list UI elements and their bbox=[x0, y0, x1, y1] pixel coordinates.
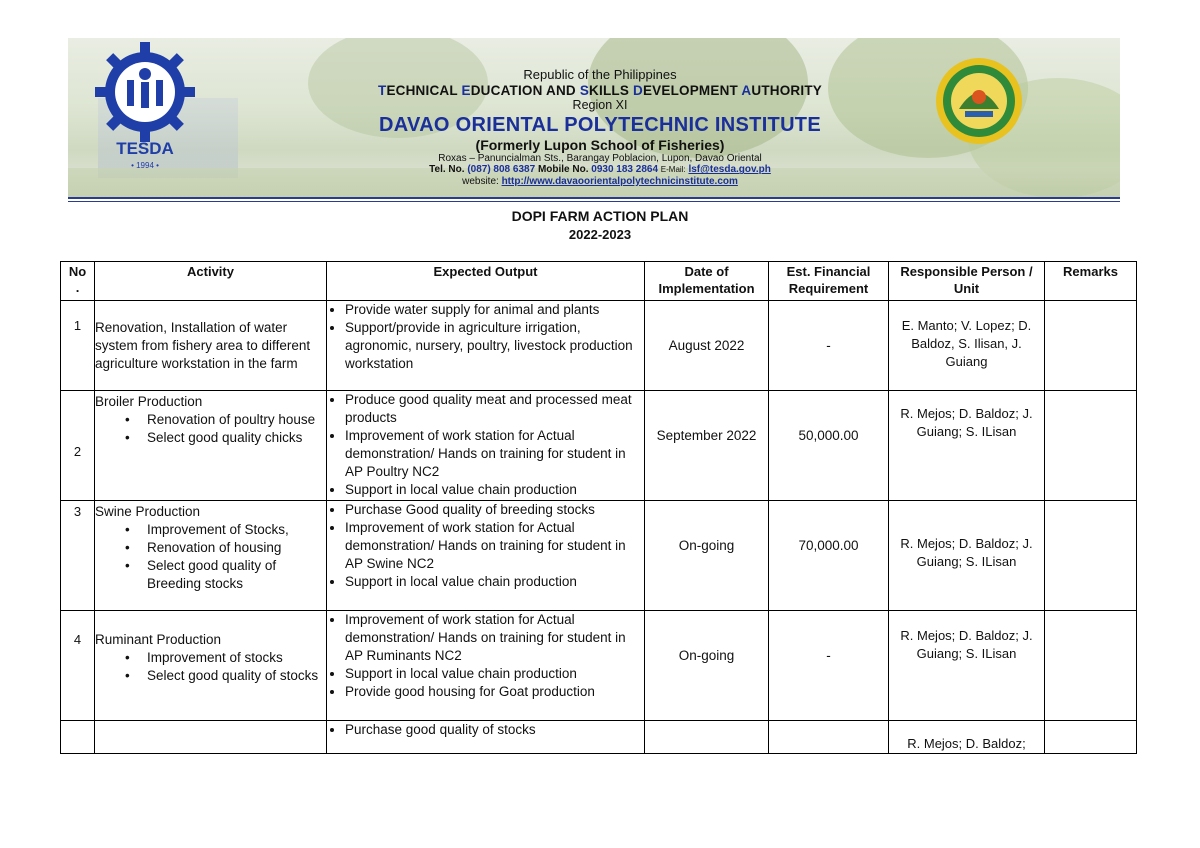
activity-title: Swine Production bbox=[95, 503, 201, 519]
bullet-icon: • bbox=[125, 557, 130, 573]
cell-responsible: R. Mejos; D. Baldoz; bbox=[889, 720, 1045, 753]
cell-remarks bbox=[1045, 720, 1137, 753]
cell-activity bbox=[95, 500, 327, 610]
agency-initial: T bbox=[378, 82, 387, 98]
cell-financial: - bbox=[769, 610, 889, 720]
cell-no: 2 bbox=[61, 390, 95, 500]
activity-subitem-text: Select good quality of Breeding stocks bbox=[147, 557, 277, 591]
activity-title: Broiler Production bbox=[95, 393, 203, 409]
cell-responsible: R. Mejos; D. Baldoz; J. Guiang; S. ILisan bbox=[889, 610, 1045, 720]
cell-responsible: E. Manto; V. Lopez; D. Baldoz, S. Ilisan, J. Guiang bbox=[889, 300, 1045, 390]
table-header-row bbox=[61, 262, 1137, 301]
document-title: DOPI FARM ACTION PLAN bbox=[511, 208, 689, 224]
activity-subitem-text: Improvement of Stocks, bbox=[147, 521, 289, 537]
activity-subitem bbox=[125, 429, 326, 447]
republic-line: Republic of the Philippines bbox=[523, 67, 677, 82]
agency-initial: E bbox=[461, 82, 471, 98]
output-list bbox=[327, 391, 644, 499]
agency-word: DUCATION AND bbox=[470, 82, 580, 98]
activity-subitem-text: Select good quality chicks bbox=[147, 429, 303, 445]
cell-expected-output bbox=[327, 390, 645, 500]
tesda-logo-text: TESDA bbox=[116, 139, 174, 158]
table-row bbox=[61, 300, 1137, 390]
cell-no: 3 bbox=[61, 500, 95, 610]
header-date: Date of Implementation bbox=[645, 262, 769, 301]
document-year: 2022-2023 bbox=[568, 227, 632, 242]
contact-line bbox=[300, 164, 900, 176]
region-line: Region XI bbox=[572, 98, 628, 113]
cell-remarks bbox=[1045, 300, 1137, 390]
output-item: • Purchase good quality of stocks bbox=[345, 721, 644, 739]
output-item: • Improvement of work station for Actual demonstration/ Hands on training for student in AP Poultry NC2 bbox=[345, 427, 644, 481]
table-row bbox=[61, 720, 1137, 753]
agency-initial: D bbox=[633, 82, 643, 98]
dopi-seal-icon bbox=[935, 57, 1023, 145]
output-item: • Produce good quality meat and processed meat products bbox=[345, 391, 644, 427]
tel-number: (087) 808 6387 bbox=[467, 164, 536, 176]
cell-no: 4 bbox=[61, 610, 95, 720]
output-item: • Support/provide in agriculture irrigation, agronomic, nursery, poultry, livestock production workstation bbox=[345, 319, 644, 373]
table-row bbox=[61, 500, 1137, 610]
output-list bbox=[327, 301, 644, 373]
table-row bbox=[61, 610, 1137, 720]
activity-title: Ruminant Production bbox=[95, 631, 222, 647]
tesda-logo-icon bbox=[95, 42, 195, 177]
output-item: • Provide water supply for animal and plants bbox=[345, 301, 644, 319]
activity-subitem bbox=[125, 521, 326, 539]
cell-activity bbox=[95, 720, 327, 753]
letterhead-text bbox=[300, 68, 900, 187]
agency-word: KILLS bbox=[589, 82, 633, 98]
activity-subitem bbox=[125, 411, 326, 429]
address-line: Roxas – Panuncialman Sts., Barangay Poblacion, Lupon, Davao Oriental bbox=[438, 152, 762, 164]
cell-no bbox=[61, 720, 95, 753]
agency-word: UTHORITY bbox=[751, 82, 822, 98]
cell-activity bbox=[95, 390, 327, 500]
header-remarks: Remarks bbox=[1045, 262, 1137, 301]
table-row bbox=[61, 390, 1137, 500]
activity-subitem-text: Select good quality of stocks bbox=[147, 667, 319, 683]
cell-date: On-going bbox=[645, 610, 769, 720]
output-item: • Improvement of work station for Actual demonstration/ Hands on training for student in AP Swine NC2 bbox=[345, 519, 644, 573]
tesda-logo-year: • 1994 • bbox=[131, 161, 159, 170]
cell-remarks bbox=[1045, 390, 1137, 500]
mobile-number: 0930 183 2864 bbox=[591, 164, 659, 176]
activity-subitem-text: Improvement of stocks bbox=[147, 649, 283, 665]
cell-responsible: R. Mejos; D. Baldoz; J. Guiang; S. ILisan bbox=[889, 390, 1045, 500]
agency-word: ECHNICAL bbox=[386, 82, 462, 98]
letterhead-divider bbox=[68, 201, 1120, 202]
website-label: website: bbox=[462, 175, 499, 187]
header-financial: Est. Financial Requirement bbox=[769, 262, 889, 301]
cell-expected-output bbox=[327, 610, 645, 720]
cell-activity bbox=[95, 610, 327, 720]
cell-financial: 50,000.00 bbox=[769, 390, 889, 500]
output-item: • Provide good housing for Goat production bbox=[345, 683, 644, 701]
cell-date: August 2022 bbox=[645, 300, 769, 390]
table-body bbox=[61, 300, 1137, 753]
output-list bbox=[327, 721, 644, 739]
cell-no: 1 bbox=[61, 300, 95, 390]
output-item: • Purchase Good quality of breeding stocks bbox=[345, 501, 644, 519]
bullet-icon: • bbox=[125, 539, 130, 555]
cell-financial: 70,000.00 bbox=[769, 500, 889, 610]
bullet-icon: • bbox=[125, 649, 130, 665]
activity-subitem bbox=[125, 557, 326, 593]
bullet-icon: • bbox=[125, 521, 130, 537]
bullet-icon: • bbox=[125, 429, 130, 445]
header-expected-output: Expected Output bbox=[327, 262, 645, 301]
activity-subitem-text: Renovation of housing bbox=[147, 539, 282, 555]
bullet-icon: • bbox=[125, 667, 130, 683]
cell-remarks bbox=[1045, 610, 1137, 720]
output-item: • Support in local value chain production bbox=[345, 665, 644, 683]
website-line bbox=[300, 176, 900, 188]
school-name: DAVAO ORIENTAL POLYTECHNIC INSTITUTE bbox=[379, 113, 821, 136]
website-link[interactable]: http://www.davaoorientalpolytechnicinstitute.com bbox=[501, 175, 738, 187]
bullet-icon: • bbox=[125, 411, 130, 427]
output-item: • Improvement of work station for Actual demonstration/ Hands on training for student in AP Ruminants NC2 bbox=[345, 611, 644, 665]
agency-name bbox=[300, 83, 900, 99]
cell-responsible: R. Mejos; D. Baldoz; J. Guiang; S. ILisan bbox=[889, 500, 1045, 610]
output-list bbox=[327, 501, 644, 591]
activity-title: Renovation, Installation of water system from fishery area to different agriculture workstation in the farm bbox=[95, 319, 311, 371]
agency-initial: S bbox=[579, 82, 590, 98]
mobile-label: Mobile No. bbox=[537, 164, 589, 176]
cell-date: On-going bbox=[645, 500, 769, 610]
output-item: • Support in local value chain production bbox=[345, 573, 644, 591]
output-item: • Support in local value chain production bbox=[345, 481, 644, 499]
letterhead-divider bbox=[68, 197, 1120, 199]
cell-date bbox=[645, 720, 769, 753]
cell-date: September 2022 bbox=[645, 390, 769, 500]
activity-subitem-text: Renovation of poultry house bbox=[147, 411, 316, 427]
activity-subitem bbox=[125, 667, 326, 685]
cell-expected-output bbox=[327, 720, 645, 753]
cell-expected-output bbox=[327, 300, 645, 390]
cell-financial bbox=[769, 720, 889, 753]
agency-initial: A bbox=[741, 82, 752, 98]
header-no: No . bbox=[61, 262, 95, 301]
activity-subitem bbox=[125, 539, 326, 557]
former-name: (Formerly Lupon School of Fisheries) bbox=[475, 136, 725, 153]
activity-subitem bbox=[125, 649, 326, 667]
output-list bbox=[327, 611, 644, 701]
header-activity: Activity bbox=[95, 262, 327, 301]
cell-expected-output bbox=[327, 500, 645, 610]
cell-remarks bbox=[1045, 500, 1137, 610]
email-link[interactable]: lsf@tesda.gov.ph bbox=[688, 164, 771, 176]
cell-activity bbox=[95, 300, 327, 390]
agency-word: EVELOPMENT bbox=[642, 82, 742, 98]
cell-financial: - bbox=[769, 300, 889, 390]
action-plan-table bbox=[60, 261, 1137, 754]
email-label: E-Mail: bbox=[660, 165, 686, 175]
header-responsible: Responsible Person / Unit bbox=[889, 262, 1045, 301]
tel-label: Tel. No. bbox=[429, 164, 465, 176]
